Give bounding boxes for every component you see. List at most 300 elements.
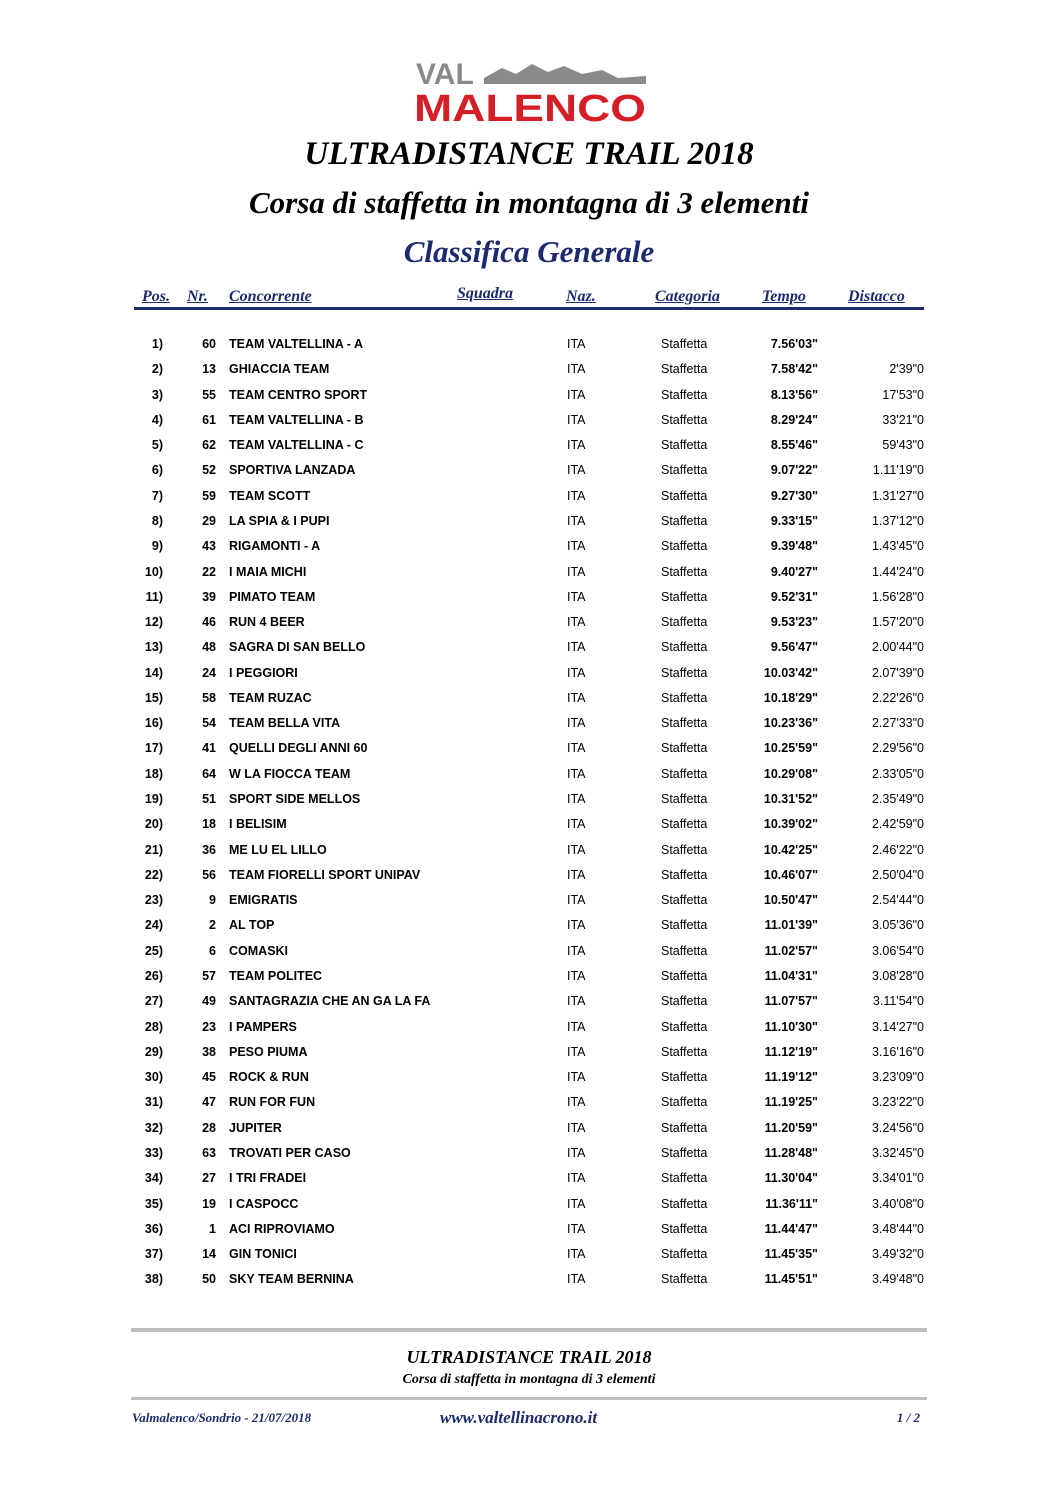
- cell-pos: 19): [144, 792, 163, 807]
- cell-naz: ITA: [567, 1095, 586, 1110]
- cell-pos: 1): [151, 337, 163, 351]
- table-row: [0, 590, 1058, 610]
- table-row: [0, 337, 1058, 357]
- cell-gap: 1.43'45"0: [871, 539, 924, 554]
- cell-cat: Staffetta: [661, 1070, 708, 1085]
- cell-nr: 57: [202, 969, 216, 983]
- cell-nr: 45: [202, 1070, 216, 1085]
- table-row: [0, 1272, 1058, 1292]
- cell-cat: Staffetta: [661, 792, 708, 807]
- cell-pos: 18): [144, 766, 163, 781]
- cell-pos: 6): [151, 463, 163, 478]
- cell-pos: 14): [144, 665, 163, 680]
- cell-name: SAGRA DI SAN BELLO: [229, 640, 366, 655]
- cell-time: 11.30'04": [764, 1171, 818, 1186]
- cell-cat: Staffetta: [661, 488, 708, 503]
- cell-time: 9.53'23": [770, 615, 818, 630]
- cell-pos: 32): [144, 1120, 163, 1135]
- cell-time: 11.12'19": [764, 1044, 818, 1059]
- cell-pos: 38): [144, 1272, 163, 1287]
- cell-name: SKY TEAM BERNINA: [229, 1272, 354, 1287]
- cell-gap: 2.07'39"0: [871, 665, 924, 680]
- cell-naz: ITA: [567, 488, 586, 503]
- table-row: [0, 539, 1058, 559]
- cell-gap: 2.42'59"0: [871, 817, 924, 832]
- cell-name: I PEGGIORI: [229, 665, 298, 680]
- cell-naz: ITA: [567, 943, 586, 958]
- footer-rule-top: [131, 1328, 927, 1332]
- header-rule: [134, 307, 924, 310]
- cell-gap: 2.27'33"0: [871, 716, 924, 731]
- cell-cat: Staffetta: [661, 387, 708, 402]
- cell-naz: ITA: [567, 438, 586, 453]
- cell-gap: 3.34'01"0: [871, 1171, 924, 1186]
- cell-name: TEAM BELLA VITA: [229, 716, 341, 731]
- table-row: [0, 1171, 1058, 1191]
- table-row: [0, 691, 1058, 711]
- cell-gap: 3.08'28"0: [871, 969, 924, 983]
- cell-naz: ITA: [567, 918, 586, 933]
- cell-time: 10.50'47": [763, 893, 818, 908]
- cell-naz: ITA: [567, 1019, 586, 1034]
- table-row: [0, 1020, 1058, 1040]
- cell-naz: ITA: [567, 716, 586, 731]
- cell-time: 11.44'47": [764, 1221, 818, 1236]
- cell-cat: Staffetta: [661, 1247, 708, 1262]
- mountain-logo-icon: [414, 58, 646, 124]
- cell-naz: ITA: [567, 1171, 586, 1186]
- cell-cat: Staffetta: [661, 1145, 708, 1160]
- cell-name: SPORT SIDE MELLOS: [229, 792, 361, 807]
- valmalenco-logo: [414, 58, 646, 124]
- cell-nr: 43: [202, 539, 216, 554]
- cell-cat: Staffetta: [661, 589, 708, 604]
- col-nr-header: Nr.: [187, 288, 208, 305]
- footer-rule-bottom: [131, 1397, 927, 1400]
- cell-gap: 3.32'45"0: [871, 1145, 924, 1160]
- cell-gap: 1.37'12"0: [871, 513, 924, 528]
- ranking-heading: Classifica Generale: [403, 234, 655, 269]
- cell-time: 11.19'25": [764, 1095, 818, 1110]
- table-row: [0, 1146, 1058, 1166]
- table-row: [0, 565, 1058, 585]
- cell-name: QUELLI DEGLI ANNI 60: [229, 741, 368, 756]
- footer-title: ULTRADISTANCE TRAIL 2018: [406, 1347, 652, 1367]
- col-team-header: Squadra: [457, 285, 514, 302]
- cell-naz: ITA: [567, 690, 586, 705]
- cell-name: EMIGRATIS: [229, 893, 298, 908]
- cell-nr: 28: [202, 1120, 216, 1135]
- cell-cat: Staffetta: [661, 1221, 708, 1236]
- cell-cat: Staffetta: [661, 362, 708, 377]
- cell-pos: 7): [151, 488, 163, 503]
- cell-naz: ITA: [567, 337, 586, 351]
- cell-naz: ITA: [567, 1221, 586, 1236]
- cell-naz: ITA: [567, 867, 586, 882]
- cell-nr: 64: [202, 766, 216, 781]
- cell-nr: 63: [202, 1145, 216, 1160]
- cell-cat: Staffetta: [661, 463, 708, 478]
- cell-gap: 3.40'08"0: [871, 1196, 924, 1211]
- cell-naz: ITA: [567, 539, 586, 554]
- cell-cat: Staffetta: [661, 994, 708, 1009]
- cell-name: I BELISIM: [229, 817, 287, 832]
- cell-nr: 39: [202, 589, 216, 604]
- table-row: [0, 893, 1058, 913]
- cell-time: 10.23'36": [763, 716, 818, 731]
- cell-time: 11.02'57": [764, 943, 818, 958]
- cell-pos: 20): [144, 817, 163, 832]
- table-row: [0, 514, 1058, 534]
- cell-time: 11.19'12": [764, 1070, 818, 1085]
- cell-pos: 31): [144, 1095, 163, 1110]
- cell-name: ACI RIPROVIAMO: [229, 1221, 335, 1236]
- cell-pos: 16): [144, 716, 163, 731]
- cell-name: I PAMPERS: [229, 1019, 297, 1034]
- cell-name: PIMATO TEAM: [229, 589, 316, 604]
- cell-cat: Staffetta: [661, 337, 708, 351]
- cell-cat: Staffetta: [661, 665, 708, 680]
- cell-name: ROCK & RUN: [229, 1070, 309, 1085]
- cell-name: RUN FOR FUN: [229, 1095, 316, 1110]
- table-row: [0, 640, 1058, 660]
- cell-cat: Staffetta: [661, 1044, 708, 1059]
- cell-cat: Staffetta: [661, 1171, 708, 1186]
- cell-gap: 2.22'26"0: [871, 690, 924, 705]
- table-row: [0, 868, 1058, 888]
- cell-cat: Staffetta: [661, 1019, 708, 1034]
- cell-time: 10.03'42": [763, 665, 818, 680]
- cell-time: 9.52'31": [770, 589, 818, 604]
- cell-pos: 21): [144, 842, 163, 857]
- table-row: [0, 489, 1058, 509]
- table-row: [0, 666, 1058, 686]
- footer-page-number: 1 / 2: [896, 1410, 920, 1425]
- cell-cat: Staffetta: [661, 438, 708, 453]
- cell-time: 8.29'24": [770, 412, 818, 427]
- cell-time: 10.25'59": [763, 741, 818, 756]
- cell-gap: 2'39"0: [889, 362, 924, 377]
- cell-nr: 36: [202, 842, 216, 857]
- cell-time: 9.33'15": [770, 513, 818, 528]
- cell-nr: 23: [202, 1019, 216, 1034]
- cell-name: SPORTIVA LANZADA: [229, 463, 356, 478]
- cell-pos: 35): [144, 1196, 163, 1211]
- col-pos-header: Pos.: [142, 288, 170, 305]
- cell-nr: 2: [209, 918, 216, 933]
- cell-cat: Staffetta: [661, 943, 708, 958]
- cell-cat: Staffetta: [661, 1196, 708, 1211]
- cell-nr: 22: [202, 564, 216, 579]
- cell-name: TROVATI PER CASO: [229, 1145, 351, 1160]
- cell-name: TEAM SCOTT: [229, 488, 311, 503]
- cell-name: TEAM VALTELLINA - B: [229, 412, 364, 427]
- cell-pos: 23): [144, 893, 163, 908]
- cell-name: SANTAGRAZIA CHE AN GA LA FA: [229, 994, 431, 1009]
- table-row: [0, 1045, 1058, 1065]
- cell-pos: 2): [151, 362, 163, 377]
- cell-pos: 4): [151, 412, 163, 427]
- cell-naz: ITA: [567, 994, 586, 1009]
- cell-nr: 50: [202, 1272, 216, 1287]
- footer-website-link[interactable]: www.valtellinacrono.it: [440, 1408, 598, 1427]
- cell-pos: 12): [144, 615, 163, 630]
- cell-name: AL TOP: [229, 918, 275, 933]
- table-row: [0, 1222, 1058, 1242]
- table-row: [0, 362, 1058, 382]
- cell-name: ME LU EL LILLO: [229, 842, 327, 857]
- cell-nr: 58: [202, 690, 216, 705]
- col-gap-header: Distacco: [848, 288, 905, 305]
- cell-gap: 3.48'44"0: [871, 1221, 924, 1236]
- cell-naz: ITA: [567, 640, 586, 655]
- cell-nr: 18: [202, 817, 216, 832]
- table-row: [0, 615, 1058, 635]
- cell-cat: Staffetta: [661, 893, 708, 908]
- cell-nr: 56: [202, 867, 216, 882]
- cell-gap: 3.24'56"0: [871, 1120, 924, 1135]
- cell-gap: 3.11'54"0: [872, 994, 924, 1009]
- cell-naz: ITA: [567, 412, 586, 427]
- cell-time: 9.39'48": [770, 539, 818, 554]
- cell-cat: Staffetta: [661, 1095, 708, 1110]
- table-row: [0, 843, 1058, 863]
- cell-cat: Staffetta: [661, 766, 708, 781]
- cell-cat: Staffetta: [661, 842, 708, 857]
- cell-name: TEAM POLITEC: [229, 969, 323, 983]
- cell-time: 11.04'31": [764, 969, 818, 983]
- cell-naz: ITA: [567, 1247, 586, 1262]
- cell-nr: 6: [209, 943, 216, 958]
- col-time-header: Tempo: [762, 288, 806, 305]
- cell-name: W LA FIOCCA TEAM: [229, 766, 351, 781]
- cell-gap: 1.44'24"0: [871, 564, 924, 579]
- cell-time: 11.07'57": [764, 994, 818, 1009]
- cell-naz: ITA: [567, 1196, 586, 1211]
- cell-cat: Staffetta: [661, 690, 708, 705]
- cell-name: PESO PIUMA: [229, 1044, 308, 1059]
- cell-pos: 22): [144, 867, 163, 882]
- cell-cat: Staffetta: [661, 513, 708, 528]
- cell-nr: 14: [202, 1247, 216, 1262]
- cell-naz: ITA: [567, 1145, 586, 1160]
- cell-time: 10.18'29": [763, 690, 818, 705]
- cell-gap: 3.23'09"0: [871, 1070, 924, 1085]
- cell-gap: 3.23'22"0: [871, 1095, 924, 1110]
- cell-time: 9.27'30": [770, 488, 818, 503]
- cell-pos: 10): [144, 564, 163, 579]
- cell-time: 11.10'30": [764, 1019, 818, 1034]
- cell-nr: 49: [202, 994, 216, 1009]
- table-row: [0, 413, 1058, 433]
- cell-gap: 1.56'28"0: [871, 589, 924, 604]
- cell-pos: 30): [144, 1070, 163, 1085]
- cell-cat: Staffetta: [661, 817, 708, 832]
- cell-time: 11.36'11": [765, 1196, 818, 1211]
- cell-name: GIN TONICI: [229, 1247, 297, 1262]
- cell-name: TEAM CENTRO SPORT: [229, 387, 368, 402]
- cell-naz: ITA: [567, 893, 586, 908]
- cell-cat: Staffetta: [661, 564, 708, 579]
- cell-nr: 13: [202, 362, 216, 377]
- cell-naz: ITA: [567, 513, 586, 528]
- cell-time: 10.31'52": [763, 792, 818, 807]
- cell-cat: Staffetta: [661, 867, 708, 882]
- cell-nr: 60: [202, 337, 216, 351]
- cell-time: 8.55'46": [770, 438, 818, 453]
- cell-pos: 17): [144, 741, 163, 756]
- cell-naz: ITA: [567, 766, 586, 781]
- cell-nr: 24: [202, 665, 216, 680]
- cell-time: 9.40'27": [770, 564, 818, 579]
- cell-gap: 1.11'19"0: [872, 463, 924, 478]
- cell-nr: 1: [209, 1221, 216, 1236]
- logo-line2: MALENCO: [414, 88, 646, 124]
- cell-nr: 46: [202, 615, 216, 630]
- table-row: [0, 463, 1058, 483]
- table-row: [0, 1197, 1058, 1217]
- document-subtitle: Corsa di staffetta in montagna di 3 elementi: [248, 185, 810, 220]
- cell-pos: 28): [144, 1019, 163, 1034]
- cell-cat: Staffetta: [661, 716, 708, 731]
- col-name-header: Concorrente: [229, 288, 312, 305]
- cell-naz: ITA: [567, 1120, 586, 1135]
- table-row: [0, 817, 1058, 837]
- table-row: [0, 716, 1058, 736]
- footer-location-date: Valmalenco/Sondrio - 21/07/2018: [132, 1410, 312, 1425]
- col-cat-header: Categoria: [655, 288, 720, 305]
- cell-nr: 9: [209, 893, 216, 908]
- cell-cat: Staffetta: [661, 615, 708, 630]
- cell-time: 10.29'08": [763, 766, 818, 781]
- cell-name: COMASKI: [229, 943, 289, 958]
- cell-time: 9.07'22": [770, 463, 818, 478]
- cell-pos: 5): [151, 438, 163, 453]
- cell-gap: 2.29'56"0: [871, 741, 924, 756]
- cell-time: 8.13'56": [770, 387, 818, 402]
- cell-pos: 34): [144, 1171, 163, 1186]
- cell-time: 11.01'39": [764, 918, 818, 933]
- cell-cat: Staffetta: [661, 1272, 708, 1287]
- cell-time: 10.39'02": [763, 817, 818, 832]
- cell-naz: ITA: [567, 817, 586, 832]
- cell-naz: ITA: [567, 564, 586, 579]
- cell-pos: 9): [151, 539, 163, 554]
- cell-naz: ITA: [567, 1272, 586, 1287]
- cell-name: TEAM VALTELLINA - C: [229, 438, 364, 453]
- cell-pos: 15): [144, 690, 163, 705]
- cell-nr: 48: [202, 640, 216, 655]
- cell-nr: 59: [202, 488, 216, 503]
- cell-gap: 2.35'49"0: [871, 792, 924, 807]
- cell-gap: 3.05'36"0: [871, 918, 924, 933]
- cell-name: TEAM RUZAC: [229, 690, 312, 705]
- cell-cat: Staffetta: [661, 412, 708, 427]
- cell-name: LA SPIA & I PUPI: [229, 513, 330, 528]
- cell-naz: ITA: [567, 1070, 586, 1085]
- cell-naz: ITA: [567, 387, 586, 402]
- cell-pos: 8): [151, 513, 163, 528]
- cell-naz: ITA: [567, 615, 586, 630]
- cell-time: 11.20'59": [764, 1120, 818, 1135]
- table-row: [0, 994, 1058, 1014]
- cell-name: TEAM VALTELLINA - A: [229, 337, 364, 351]
- table-row: [0, 1070, 1058, 1090]
- footer-subtitle: Corsa di staffetta in montagna di 3 elementi: [402, 1372, 656, 1387]
- table-row: [0, 767, 1058, 787]
- table-row: [0, 741, 1058, 761]
- cell-pos: 29): [144, 1044, 163, 1059]
- cell-pos: 25): [144, 943, 163, 958]
- cell-name: JUPITER: [229, 1120, 282, 1135]
- cell-gap: 33'21"0: [882, 412, 924, 427]
- cell-gap: 3.14'27"0: [871, 1019, 924, 1034]
- table-row: [0, 969, 1058, 989]
- cell-nr: 27: [202, 1171, 216, 1186]
- table-row: [0, 1247, 1058, 1267]
- cell-pos: 3): [151, 387, 163, 402]
- cell-pos: 33): [144, 1145, 163, 1160]
- cell-time: 11.45'35": [764, 1247, 818, 1262]
- table-row: [0, 1121, 1058, 1141]
- cell-name: I CASPOCC: [229, 1196, 299, 1211]
- cell-cat: Staffetta: [661, 539, 708, 554]
- cell-cat: Staffetta: [661, 1120, 708, 1135]
- cell-pos: 36): [144, 1221, 163, 1236]
- cell-naz: ITA: [567, 741, 586, 756]
- cell-cat: Staffetta: [661, 969, 708, 983]
- cell-time: 7.56'03": [770, 337, 818, 351]
- cell-naz: ITA: [567, 362, 586, 377]
- cell-pos: 24): [144, 918, 163, 933]
- cell-nr: 19: [202, 1196, 216, 1211]
- cell-nr: 55: [202, 387, 216, 402]
- cell-name: I MAIA MICHI: [229, 564, 307, 579]
- cell-gap: 2.54'44"0: [871, 893, 924, 908]
- logo-line1: VAL: [416, 58, 474, 91]
- cell-gap: 1.31'27"0: [871, 488, 924, 503]
- cell-naz: ITA: [567, 463, 586, 478]
- cell-naz: ITA: [567, 665, 586, 680]
- cell-naz: ITA: [567, 842, 586, 857]
- cell-time: 10.46'07": [763, 867, 818, 882]
- cell-naz: ITA: [567, 589, 586, 604]
- cell-nr: 38: [202, 1044, 216, 1059]
- cell-name: RUN 4 BEER: [229, 615, 305, 630]
- cell-gap: 2.46'22"0: [871, 842, 924, 857]
- cell-name: GHIACCIA TEAM: [229, 362, 330, 377]
- cell-gap: 3.06'54"0: [871, 943, 924, 958]
- cell-nr: 54: [202, 716, 216, 731]
- table-row: [0, 388, 1058, 408]
- cell-gap: 3.49'32"0: [871, 1247, 924, 1262]
- cell-gap: 2.00'44"0: [871, 640, 924, 655]
- cell-nr: 29: [202, 513, 216, 528]
- col-naz-header: Naz.: [566, 288, 596, 305]
- cell-gap: 3.49'48"0: [871, 1272, 924, 1287]
- cell-gap: 2.50'04"0: [871, 867, 924, 882]
- cell-cat: Staffetta: [661, 741, 708, 756]
- table-row: [0, 1095, 1058, 1115]
- cell-cat: Staffetta: [661, 918, 708, 933]
- table-row: [0, 918, 1058, 938]
- table-row: [0, 438, 1058, 458]
- cell-nr: 47: [202, 1095, 216, 1110]
- cell-name: RIGAMONTI - A: [229, 539, 321, 554]
- cell-time: 11.28'48": [764, 1145, 818, 1160]
- cell-name: I TRI FRADEI: [229, 1171, 307, 1186]
- document-title: ULTRADISTANCE TRAIL 2018: [304, 136, 754, 172]
